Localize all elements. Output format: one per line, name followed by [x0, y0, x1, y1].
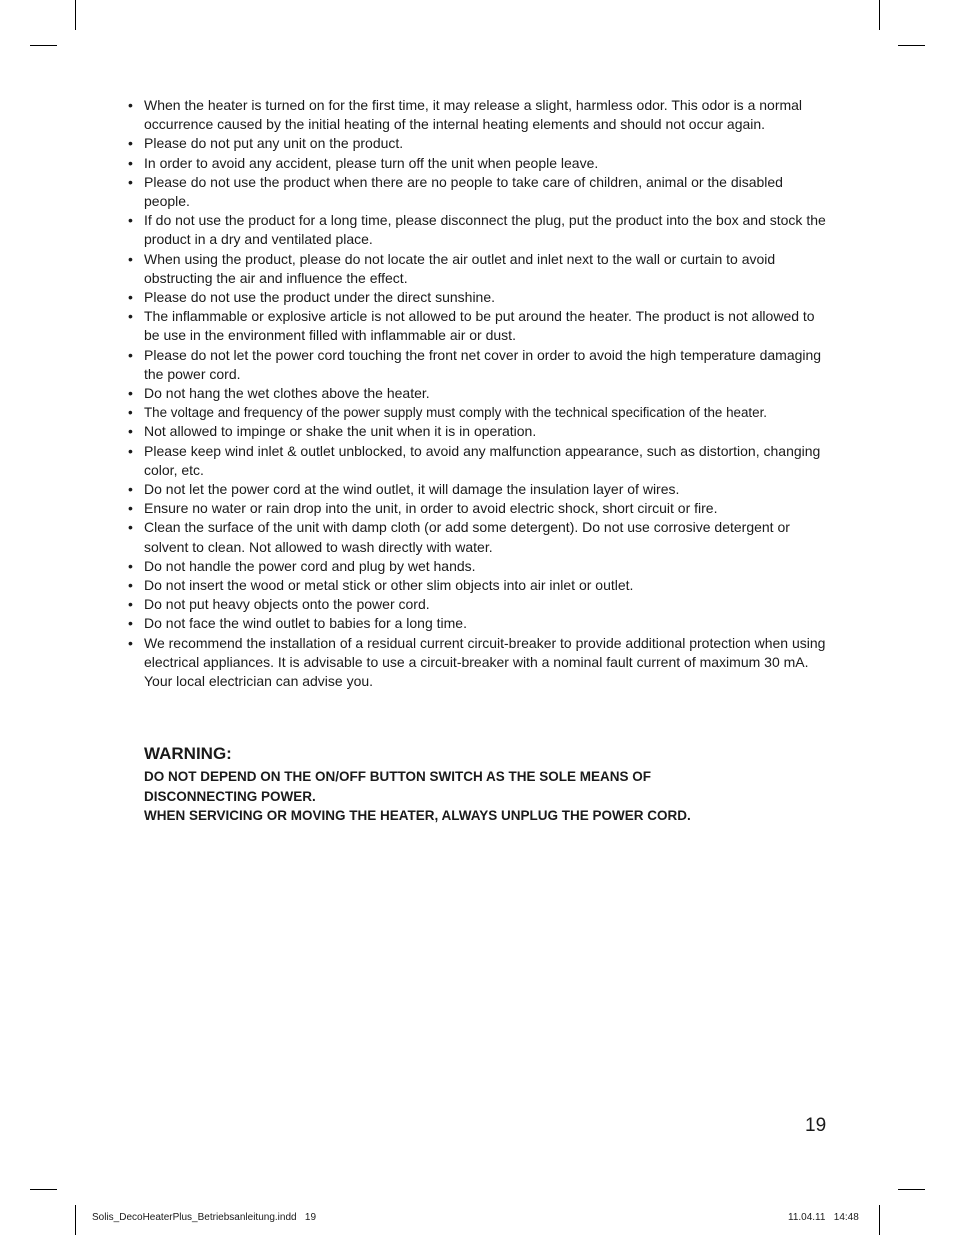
crop-mark-top-right-vertical: [879, 0, 880, 30]
list-item: • Please do not use the product under the direct sunshine.: [126, 288, 826, 307]
list-item: • Please do not use the product when there are no people to take care of children, animal or the disabled people.: [126, 173, 826, 211]
footer-timestamp: 11.04.11 14:48: [788, 1212, 859, 1223]
list-item: • Not allowed to impinge or shake the unit when it is in operation.: [126, 422, 826, 441]
crop-mark-top-left-vertical: [75, 0, 76, 30]
crop-mark-bottom-right-horizontal: [898, 1189, 925, 1190]
list-item: • The voltage and frequency of the power supply must comply with the technical specification of the heater.: [126, 403, 826, 422]
list-item: • Do not hang the wet clothes above the heater.: [126, 384, 826, 403]
list-item: • Do not handle the power cord and plug by wet hands.: [126, 557, 826, 576]
list-item: • Do not insert the wood or metal stick or other slim objects into air inlet or outlet.: [126, 576, 826, 595]
footer-filename: Solis_DecoHeaterPlus_Betriebsanleitung.indd 19: [92, 1212, 317, 1223]
list-item: • In order to avoid any accident, please turn off the unit when people leave.: [126, 154, 826, 173]
list-item: • Do not face the wind outlet to babies for a long time.: [126, 614, 826, 633]
crop-mark-bottom-left-vertical: [75, 1205, 76, 1235]
list-item: • When using the product, please do not locate the air outlet and inlet next to the wall or curtain to avoid obstructing the air and influence the effect.: [126, 250, 826, 288]
list-item: • We recommend the installation of a residual current circuit-breaker to provide additional protection when using electrical appliances. It is advisable to use a circuit-breaker with a nominal fault current of maximum 30 mA. Your local electrician can advise you.: [126, 634, 826, 692]
crop-mark-bottom-left-horizontal: [30, 1189, 57, 1190]
list-item: • When the heater is turned on for the first time, it may release a slight, harmless odor. This odor is a normal occurrence caused by the initial heating of the internal heating elements and should not occur again.: [126, 96, 826, 134]
safety-instructions-list: [126, 96, 826, 691]
warning-line-2: DISCONNECTING POWER.: [144, 788, 316, 804]
crop-mark-top-left-horizontal: [30, 45, 57, 46]
list-item: • Do not put heavy objects onto the power cord.: [126, 595, 826, 614]
list-item: • Please do not put any unit on the product.: [126, 134, 826, 153]
list-item: • Clean the surface of the unit with damp cloth (or add some detergent). Do not use corrosive detergent or solvent to clean. Not allowed to wash directly with water.: [126, 518, 826, 556]
warning-title: WARNING:: [144, 744, 232, 763]
list-item: • Please do not let the power cord touching the front net cover in order to avoid the high temperature damaging the power cord.: [126, 346, 826, 384]
crop-mark-bottom-right-vertical: [879, 1205, 880, 1235]
warning-line-3: WHEN SERVICING OR MOVING THE HEATER, ALWAYS UNPLUG THE POWER CORD.: [144, 808, 691, 823]
warning-block: [144, 743, 834, 826]
list-item: • Please keep wind inlet & outlet unblocked, to avoid any malfunction appearance, such as distortion, changing color, etc.: [126, 442, 826, 480]
page-number: 19: [805, 1115, 827, 1136]
warning-line-1: DO NOT DEPEND ON THE ON/OFF BUTTON SWITCH AS THE SOLE MEANS OF: [144, 769, 652, 784]
list-item: • If do not use the product for a long time, please disconnect the plug, put the product into the box and stock the product in a dry and ventilated place.: [126, 211, 826, 249]
list-item: • Do not let the power cord at the wind outlet, it will damage the insulation layer of wires.: [126, 480, 826, 499]
list-item: • Ensure no water or rain drop into the unit, in order to avoid electric shock, short circuit or fire.: [126, 499, 826, 518]
list-item: • The inflammable or explosive article is not allowed to be put around the heater. The product is not allowed to be use in the environment filled with inflammable air or dust.: [126, 307, 826, 345]
crop-mark-top-right-horizontal: [898, 45, 925, 46]
